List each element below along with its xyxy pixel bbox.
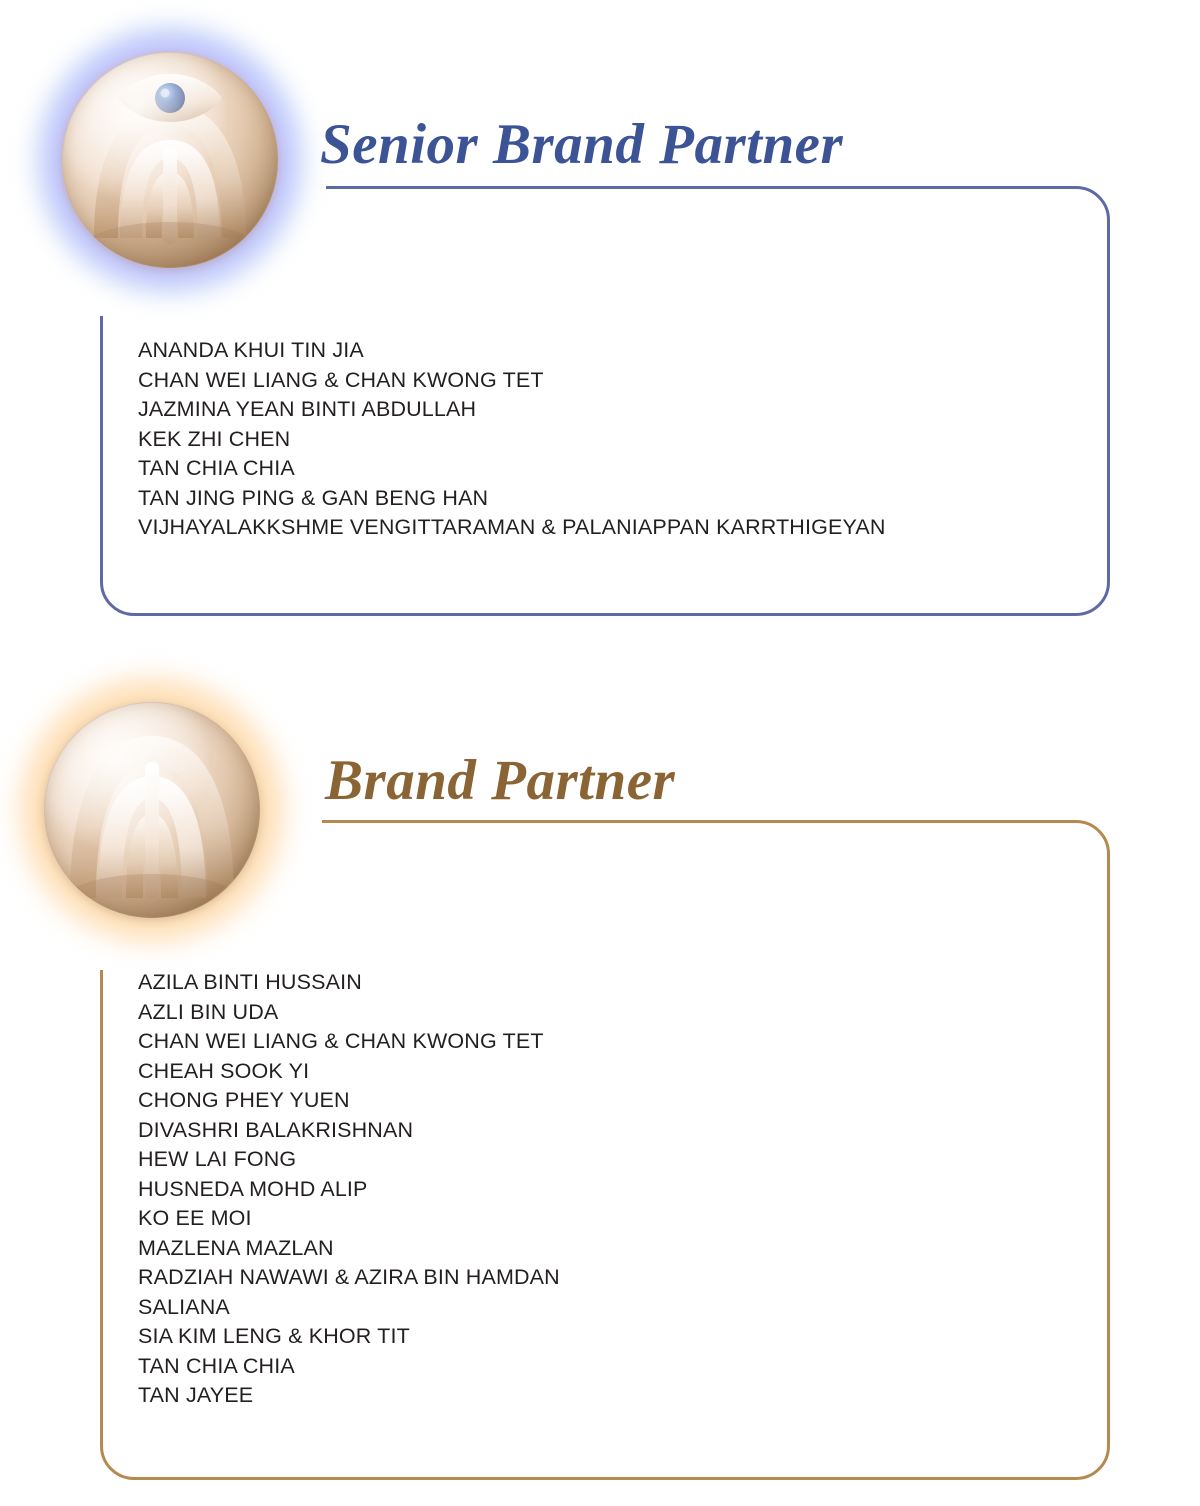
names-list-brand-partner [138,968,560,1411]
list-item: TAN JAYEE [138,1383,254,1407]
list-item: SIA KIM LENG & KHOR TIT [138,1324,410,1348]
list-item: KO EE MOI [138,1206,252,1230]
names-list-senior-brand-partner [138,336,886,543]
section-title-brand-partner: Brand Partner [325,749,676,812]
list-item: VIJHAYALAKKSHME VENGITTARAMAN & PALANIAPPAN KARRTHIGEYAN [138,515,886,539]
list-item: HEW LAI FONG [138,1147,297,1171]
list-item: KEK ZHI CHEN [138,426,291,451]
list-item: CHAN WEI LIANG & CHAN KWONG TET [138,1029,544,1053]
list-item: RADZIAH NAWAWI & AZIRA BIN HAMDAN [138,1265,560,1289]
list-item: TAN CHIA CHIA [138,1353,295,1378]
list-item: TAN JING PING & GAN BENG HAN [138,485,489,510]
list-item: MAZLENA MAZLAN [138,1235,334,1260]
section-title-senior-brand-partner: Senior Brand Partner [320,113,844,176]
list-item: DIVASHRI BALAKRISHNAN [138,1117,414,1142]
list-item: AZILA BINTI HUSSAIN [138,970,362,994]
list-item: AZLI BIN UDA [138,999,279,1024]
brand-medallion-icon [62,52,278,268]
list-item: ANANDA KHUI TIN JIA [138,338,364,362]
medallion-senior-brand-partner [40,30,300,290]
list-item: TAN CHIA CHIA [138,456,295,480]
list-item: JAZMINA YEAN BINTI ABDULLAH [138,397,477,421]
list-item: CHAN WEI LIANG & CHAN KWONG TET [138,367,544,392]
list-item: CHEAH SOOK YI [138,1058,310,1083]
medallion-brand-partner [22,680,282,940]
border-mask-brand-title [282,810,322,828]
brand-medallion-icon [44,702,260,918]
list-item: SALIANA [138,1294,230,1319]
border-mask-senior-title [296,176,326,196]
list-item: HUSNEDA MOHD ALIP [138,1176,368,1201]
list-item: CHONG PHEY YUEN [138,1088,350,1112]
